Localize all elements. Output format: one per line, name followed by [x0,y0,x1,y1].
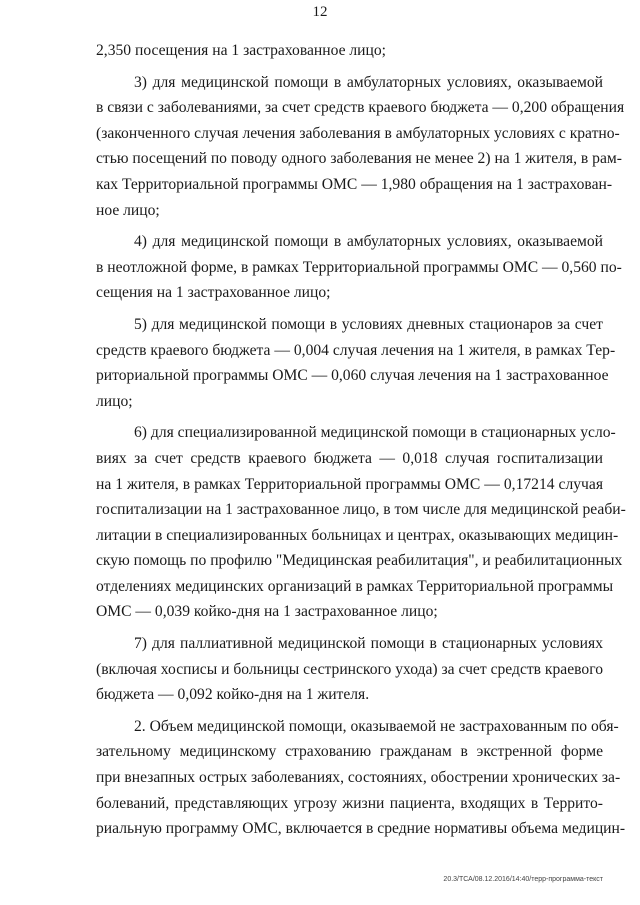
text-line: бюджета — 0,092 койко-дня на 1 жителя. [96,686,370,704]
text-line: лицо; [96,392,133,410]
document-footer-stamp: 20.3/ТСА/08.12.2016/14:40/терр-программа-текст [443,876,603,883]
document-body [96,38,626,842]
page-number: 12 [312,4,328,20]
text-line: ках Территориальной программы ОМС — 1,980 обращения на 1 застрахован- [96,175,613,193]
text-line: в связи с заболеваниями, за счет средств краевого бюджета — 0,200 обращения [96,99,625,117]
text-line: скую помощь по профилю "Медицинская реабилитация", и реабилитационных [96,552,623,570]
text-line: стью посещений по поводу одного заболевания не менее 2) на 1 жителя, в рам- [96,150,622,168]
text-line: госпитализации на 1 застрахованное лицо, в том числе для медицинской реаби- [96,501,626,519]
text-line: риториальной программы ОМС — 0,060 случая лечения на 1 застрахованное [96,367,609,385]
text-line: ное лицо; [96,201,160,219]
text-line: риальную программу ОМС, включается в средние нормативы объема медицин- [96,820,626,838]
text-line: на 1 жителя, в рамках Территориальной программы ОМС — 0,17214 случая [96,475,603,493]
text-line: средств краевого бюджета — 0,004 случая лечения на 1 жителя, в рамках Тер- [96,341,616,359]
text-line: сещения на 1 застрахованное лицо; [96,284,331,302]
text-line: (законченного случая лечения заболевания в амбулаторных условиях с кратно- [96,124,620,142]
text-line: отделениях медицинских организаций в рамках Территориальной программы [96,577,614,595]
text-line: 7) для паллиативной медицинской помощи в стационарных условиях [134,635,603,653]
text-line: при внезапных острых заболеваниях, состояниях, обострении хронических за- [96,769,621,787]
text-line: 5) для медицинской помощи в условиях дневных стационаров за счет [134,315,603,333]
text-line: виях за счет средств краевого бюджета — 0,018 случая госпитализации [96,449,603,467]
text-line: зательному медицинскому страхованию гражданам в экстренной форме [96,743,603,761]
text-line: 3) для медицинской помощи в амбулаторных условиях, оказываемой [134,73,603,91]
text-line: 2,350 посещения на 1 застрахованное лицо; [96,42,386,59]
text-line: 6) для специализированной медицинской помощи в стационарных усло- [134,424,616,442]
text-line: болеваний, представляющих угрозу жизни пациента, входящих в Террито- [96,794,603,812]
text-line: 2. Объем медицинской помощи, оказываемой не застрахованным по обя- [134,717,619,735]
text-line: (включая хосписы и больницы сестринского ухода) за счет средств краевого [96,660,604,678]
text-line: в неотложной форме, в рамках Территориальной программы ОМС — 0,560 по- [96,258,622,276]
text-line: литации в специализированных больницах и центрах, оказывающих медицин- [96,526,619,544]
text-line: ОМС — 0,039 койко-дня на 1 застрахованное лицо; [96,603,438,621]
text-line: 4) для медицинской помощи в амбулаторных условиях, оказываемой [134,233,603,251]
